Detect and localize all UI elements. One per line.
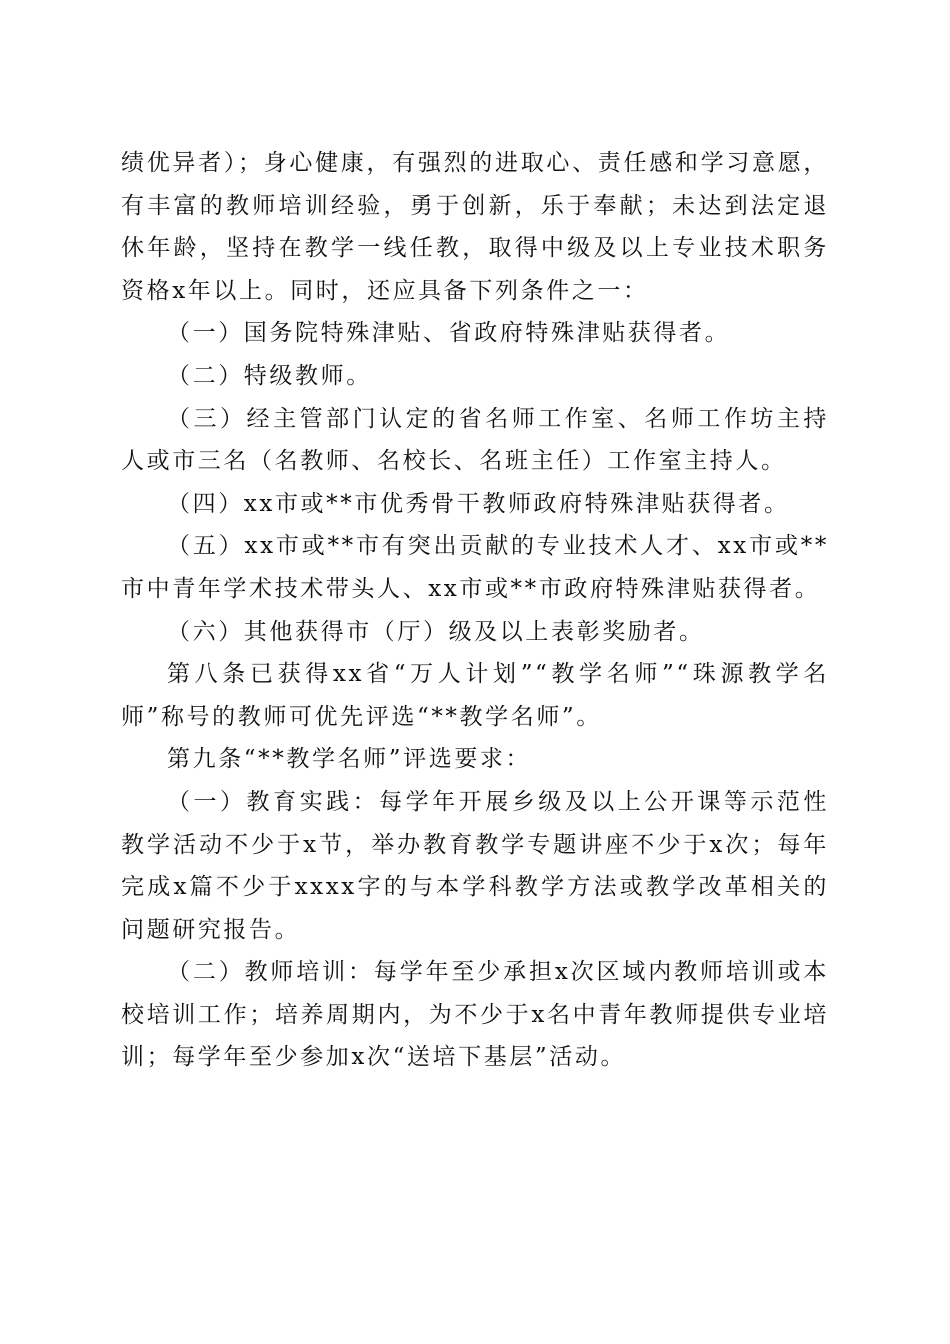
document-body [121, 142, 829, 1079]
paragraph-condition-1: （一）国务院特殊津贴、省政府特殊津贴获得者。 [167, 320, 731, 347]
paragraph-condition-4: （四）xx市或**市优秀骨干教师政府特殊津贴获得者。 [167, 490, 790, 517]
paragraph-requirement-1: （一）教育实践：每学年开展乡级及以上公开课等示范性教学活动不少于x节，举办教育教学专题讲座不少于x次；每年完成x篇不少于xxxx字的与本学科教学方法或教学改革相关的问题研究报告。 [121, 788, 829, 943]
paragraph-article-9: 第九条“**教学名师”评选要求： [167, 746, 532, 773]
paragraph-condition-6: （六）其他获得市（厅）级及以上表彰奖励者。 [167, 618, 705, 645]
paragraph-condition-2: （二）特级教师。 [167, 362, 372, 389]
paragraph-article-8: 第八条已获得xx省“万人计划”“教学名师”“珠源教学名师”称号的教师可优先评选“**教学名师”。 [121, 661, 829, 730]
paragraph-continuation: 绩优异者）；身心健康，有强烈的进取心、责任感和学习意愿，有丰富的教师培训经验，勇于创新，乐于奉献；未达到法定退休年龄，坚持在教学一线任教，取得中级及以上专业技术职务资格x年以上。同时，还应具备下列条件之一： [121, 150, 829, 304]
paragraph-requirement-2: （二）教师培训：每学年至少承担x次区域内教师培训或本校培训工作；培养周期内，为不少于x名中青年教师提供专业培训；每学年至少参加x次“送培下基层”活动。 [121, 959, 829, 1071]
paragraph-condition-5: （五）xx市或**市有突出贡献的专业技术人才、xx市或**市中青年学术技术带头人、xx市或**市政府特殊津贴获得者。 [121, 533, 829, 602]
paragraph-condition-3: （三）经主管部门认定的省名师工作室、名师工作坊主持人或市三名（名教师、名校长、名班主任）工作室主持人。 [121, 405, 829, 475]
